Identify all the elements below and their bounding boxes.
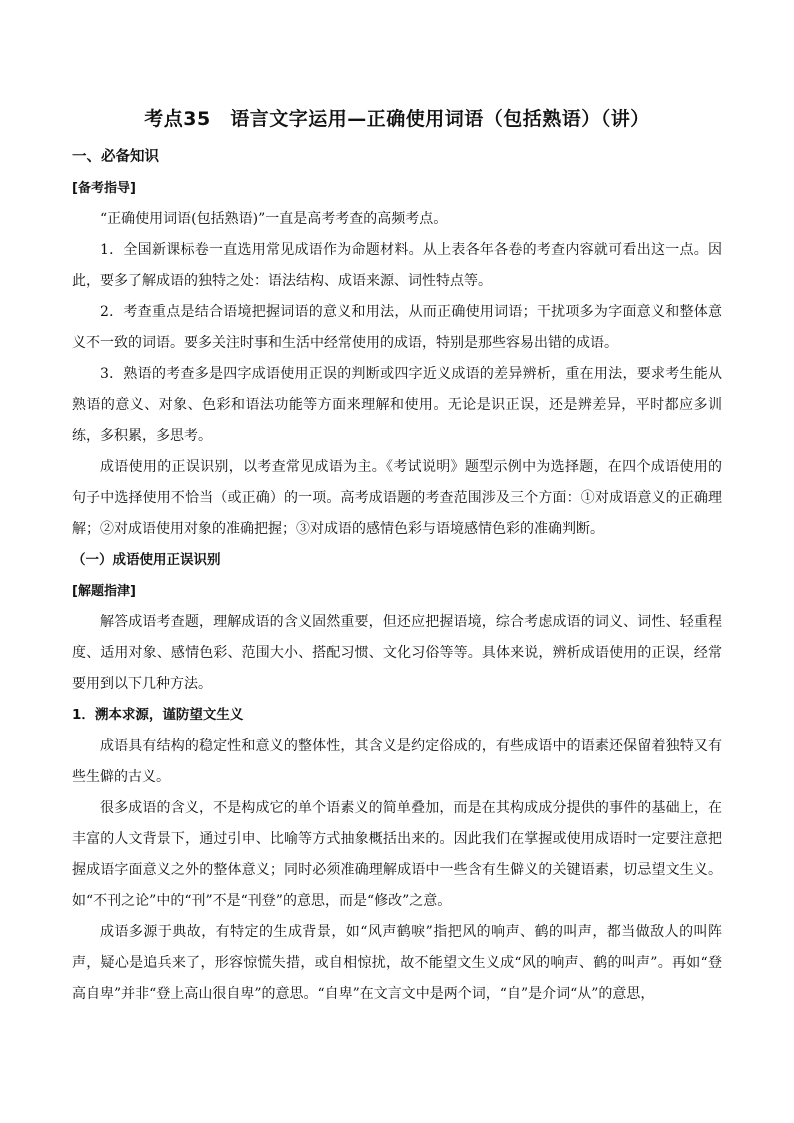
paragraph: 成语使用的正误识别，以考查常见成语为主。《考试说明》题型示例中为选择题，在四个成语使用的句子中选择使用不恰当（或正确）的一项。高考成语题的考查范围涉及三个方面：①对成语意义的正确理解；②对成语使用对象的准确把握；③对成语的感情色彩与语境感情色彩的准确判断。 — [72, 459, 722, 537]
section-heading: 一、必备知识 — [72, 149, 159, 165]
tips-label: [解题指津] — [72, 584, 136, 599]
paragraph: 成语具有结构的稳定性和意义的整体性，其含义是约定俗成的，有些成语中的语素还保留着独特又有些生僻的古义。 — [72, 738, 722, 785]
page-title: 考点35 语言文字运用—正确使用词语（包括熟语）（讲） — [144, 108, 650, 130]
paragraph: 很多成语的含义，不是构成它的单个语素义的简单叠加，而是在其构成成分提供的事件的基础上，在丰富的人文背景下，通过引申、比喻等方式抽象概括出来的。因此我们在掌握或使用成语时一定要注意把握成语字面意义之外的整体意义；同时必须准确理解成语中一些含有生僻义的关键语素，切忌望文生义。如“不刊之论”中的“刊”不是“刊登”的意思，而是“修改”之意。 — [72, 800, 722, 909]
paragraph: 成语多源于典故，有特定的生成背景，如“风声鹤唳”指把风的响声、鹤的叫声，都当做敌人的叫阵声，疑心是追兵来了，形容惊慌失措，或自相惊扰，故不能望文生义成“风的响声、鹤的叫声”。再如“登高自卑”并非“登上高山很自卑”的意思。“自卑”在文言文中是两个词，“自”是介词“从”的意思， — [72, 924, 722, 1002]
paragraph: 解答成语考查题，理解成语的含义固然重要，但还应把握语境，综合考虑成语的词义、词性、轻重程度、适用对象、感情色彩、范围大小、搭配习惯、文化习俗等等。具体来说，辨析成语使用的正误，经常要用到以下几种方法。 — [72, 614, 722, 692]
paragraph: 3．熟语的考查多是四字成语使用正误的判断或四字近义成语的差异辨析，重在用法，要求考生能从熟语的意义、对象、色彩和语法功能等方面来理解和使用。无论是识正误，还是辨差异，平时都应多训练，多积累，多思考。 — [72, 366, 722, 444]
body-text — [72, 204, 722, 1010]
paragraph: 1．全国新课标卷一直选用常见成语作为命题材料。从上表各年各卷的考查内容就可看出这一点。因此，要多了解成语的独特之处：语法结构、成语来源、词性特点等。 — [72, 242, 722, 289]
paragraph: “正确使用词语(包括熟语)”一直是高考考查的高频考点。 — [100, 211, 448, 227]
guide-label: [备考指导] — [72, 181, 136, 196]
subheading: （一）成语使用正误识别 — [72, 552, 221, 568]
subheading: 1．溯本求源，谨防望文生义 — [72, 707, 244, 723]
paragraph: 2．考查重点是结合语境把握词语的意义和用法，从而正确使用词语；干扰项多为字面意义和整体意义不一致的词语。要多关注时事和生活中经常使用的成语，特别是那些容易出错的成语。 — [72, 304, 722, 351]
